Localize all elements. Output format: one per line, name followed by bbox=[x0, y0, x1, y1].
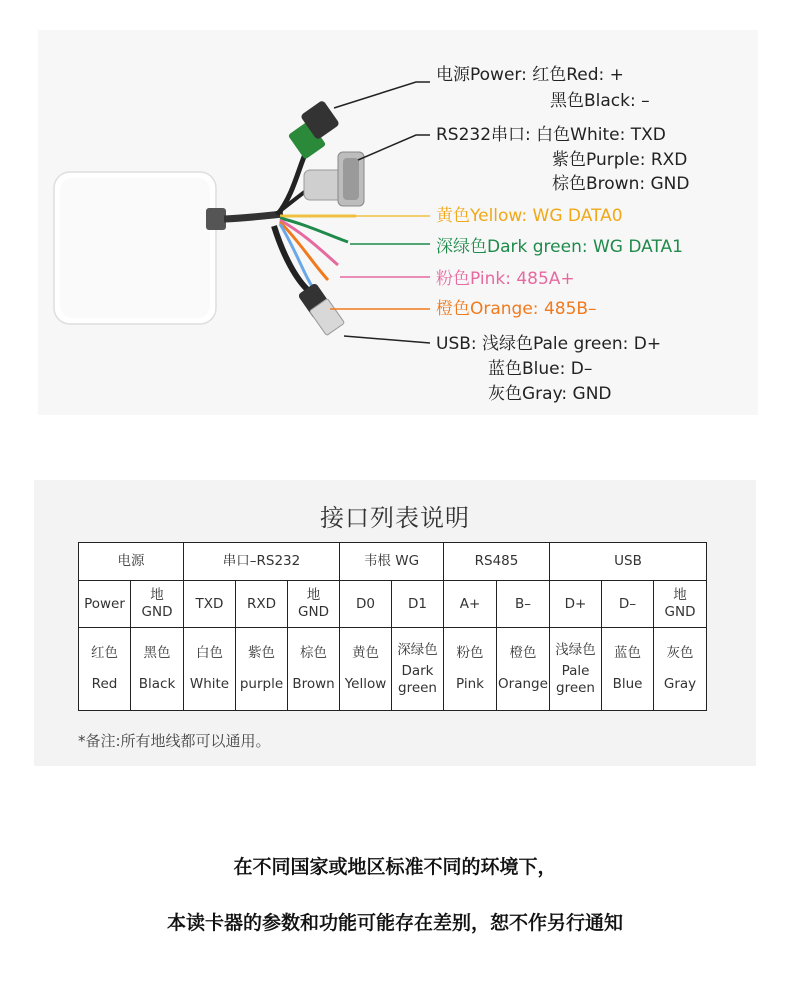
ground-note: *备注:所有地线都可以通用。 bbox=[78, 732, 271, 750]
group-cell: 串口–RS232 bbox=[184, 543, 340, 581]
signal-cell: RXD bbox=[236, 581, 288, 628]
usb-blue-label: 蓝色Blue: D– bbox=[488, 359, 593, 379]
usb-gray-label: 灰色Gray: GND bbox=[488, 384, 612, 404]
rs232-purple-label: 紫色Purple: RXD bbox=[552, 150, 688, 170]
wiring-diagram bbox=[38, 30, 758, 415]
color-cell: 白色 White bbox=[184, 628, 236, 711]
statement-line-2: 本读卡器的参数和功能可能存在差别，恕不作另行通知 bbox=[166, 912, 623, 934]
signal-cell: D+ bbox=[550, 581, 602, 628]
rs232-brown-label: 棕色Brown: GND bbox=[552, 174, 690, 194]
db9-connector bbox=[304, 152, 364, 206]
dc-jack-connector bbox=[288, 100, 340, 160]
group-header-row bbox=[79, 543, 707, 581]
signal-row bbox=[79, 581, 707, 628]
wiring-illustration bbox=[38, 30, 758, 415]
group-cell: USB bbox=[550, 543, 707, 581]
color-cell: 棕色 Brown bbox=[288, 628, 340, 711]
usb-label: USB: 浅绿色Pale green: D+ bbox=[436, 334, 662, 354]
signal-cell: D– bbox=[602, 581, 654, 628]
color-cell: 紫色 purple bbox=[236, 628, 288, 711]
signal-cell: TXD bbox=[184, 581, 236, 628]
signal-cell: B– bbox=[497, 581, 550, 628]
group-cell: 电源 bbox=[79, 543, 184, 581]
color-cell: 浅绿色 Pale green bbox=[550, 628, 602, 711]
color-cell: 粉色 Pink bbox=[444, 628, 497, 711]
signal-cell: D1 bbox=[392, 581, 444, 628]
signal-cell: 地 GND bbox=[131, 581, 184, 628]
power-label: 电源Power: 红色Red: + bbox=[436, 65, 624, 85]
rs232-label: RS232串口: 白色White: TXD bbox=[436, 125, 666, 145]
pink-wire-label: 粉色Pink: 485A+ bbox=[436, 269, 575, 289]
group-cell: 韦根 WG bbox=[340, 543, 444, 581]
signal-cell: 地 GND bbox=[288, 581, 340, 628]
darkgreen-wire-label: 深绿色Dark green: WG DATA1 bbox=[436, 237, 683, 257]
color-cell: 蓝色 Blue bbox=[602, 628, 654, 711]
color-cell: 红色 Red bbox=[79, 628, 131, 711]
interface-table bbox=[78, 542, 707, 711]
signal-cell: D0 bbox=[340, 581, 392, 628]
signal-cell: 地 GND bbox=[654, 581, 707, 628]
color-cell: 灰色 Gray bbox=[654, 628, 707, 711]
color-cell: 深绿色 Dark green bbox=[392, 628, 444, 711]
color-cell: 黑色 Black bbox=[131, 628, 184, 711]
statement-line-1: 在不同国家或地区标准不同的环境下， bbox=[233, 856, 557, 878]
signal-cell: Power bbox=[79, 581, 131, 628]
interface-table-section bbox=[34, 480, 756, 766]
orange-wire-label: 橙色Orange: 485B– bbox=[436, 299, 597, 319]
power-black-label: 黑色Black: – bbox=[550, 91, 650, 111]
cable-gland bbox=[206, 208, 226, 230]
table-title: 接口列表说明 bbox=[320, 504, 470, 532]
yellow-wire-label: 黄色Yellow: WG DATA0 bbox=[436, 206, 623, 226]
color-row bbox=[79, 628, 707, 711]
group-cell: RS485 bbox=[444, 543, 550, 581]
signal-cell: A+ bbox=[444, 581, 497, 628]
color-cell: 黄色 Yellow bbox=[340, 628, 392, 711]
color-cell: 橙色 Orange bbox=[497, 628, 550, 711]
